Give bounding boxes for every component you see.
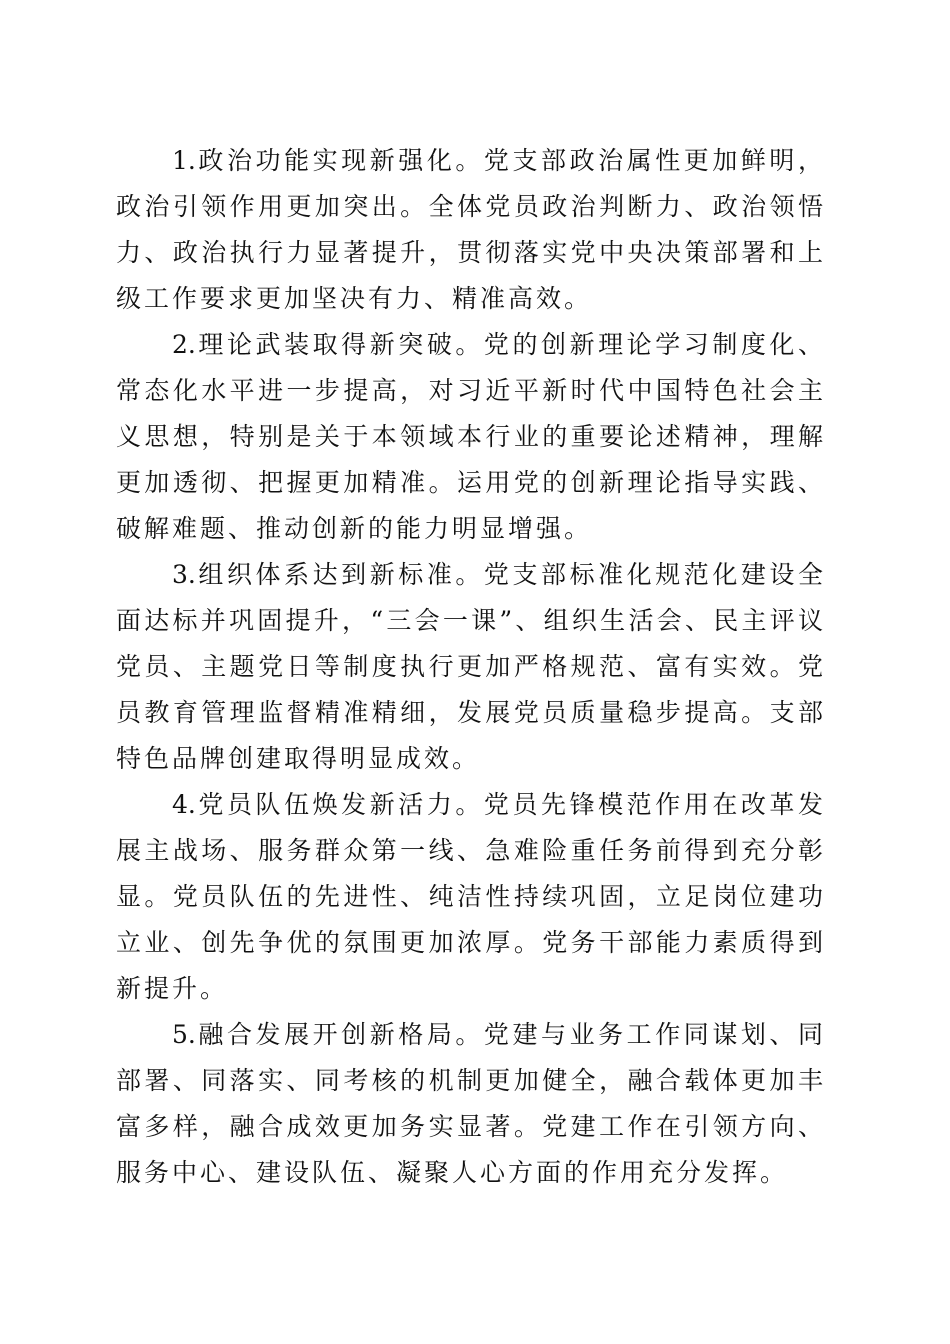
paragraph-5 bbox=[116, 1012, 826, 1196]
paragraph-text: 理论武装取得新突破。党的创新理论学习制度化、常态化水平进一步提高，对习近平新时代中国特色社会主义思想，特别是关于本领域本行业的重要论述精神，理解更加透彻、把握更加精准。运用党的创新理论指导实践、破解难题、推动创新的能力明显增强。 bbox=[116, 330, 826, 543]
paragraph-number: 2. bbox=[172, 330, 196, 359]
paragraph-text: 组织体系达到新标准。党支部标准化规范化建设全面达标并巩固提升，“三会一课”、组织生活会、民主评议党员、主题党日等制度执行更加严格规范、富有实效。党员教育管理监督精准精细，发展党员质量稳步提高。支部特色品牌创建取得明显成效。 bbox=[116, 560, 826, 773]
paragraph-2 bbox=[116, 322, 826, 552]
paragraph-number: 3. bbox=[172, 560, 196, 589]
paragraph-text: 党员队伍焕发新活力。党员先锋模范作用在改革发展主战场、服务群众第一线、急难险重任务前得到充分彰显。党员队伍的先进性、纯洁性持续巩固，立足岗位建功立业、创先争优的氛围更加浓厚。党务干部能力素质得到新提升。 bbox=[116, 790, 826, 1003]
document-body bbox=[116, 138, 826, 1196]
paragraph-number: 5. bbox=[172, 1020, 196, 1049]
paragraph-4 bbox=[116, 782, 826, 1012]
paragraph-text: 融合发展开创新格局。党建与业务工作同谋划、同部署、同落实、同考核的机制更加健全，融合载体更加丰富多样，融合成效更加务实显著。党建工作在引领方向、服务中心、建设队伍、凝聚人心方面的作用充分发挥。 bbox=[116, 1020, 826, 1187]
paragraph-number: 4. bbox=[172, 790, 196, 819]
paragraph-3 bbox=[116, 552, 826, 782]
paragraph-1 bbox=[116, 138, 826, 322]
paragraph-text: 政治功能实现新强化。党支部政治属性更加鲜明，政治引领作用更加突出。全体党员政治判断力、政治领悟力、政治执行力显著提升，贯彻落实党中央决策部署和上级工作要求更加坚决有力、精准高效。 bbox=[116, 146, 826, 313]
paragraph-number: 1. bbox=[172, 146, 196, 175]
